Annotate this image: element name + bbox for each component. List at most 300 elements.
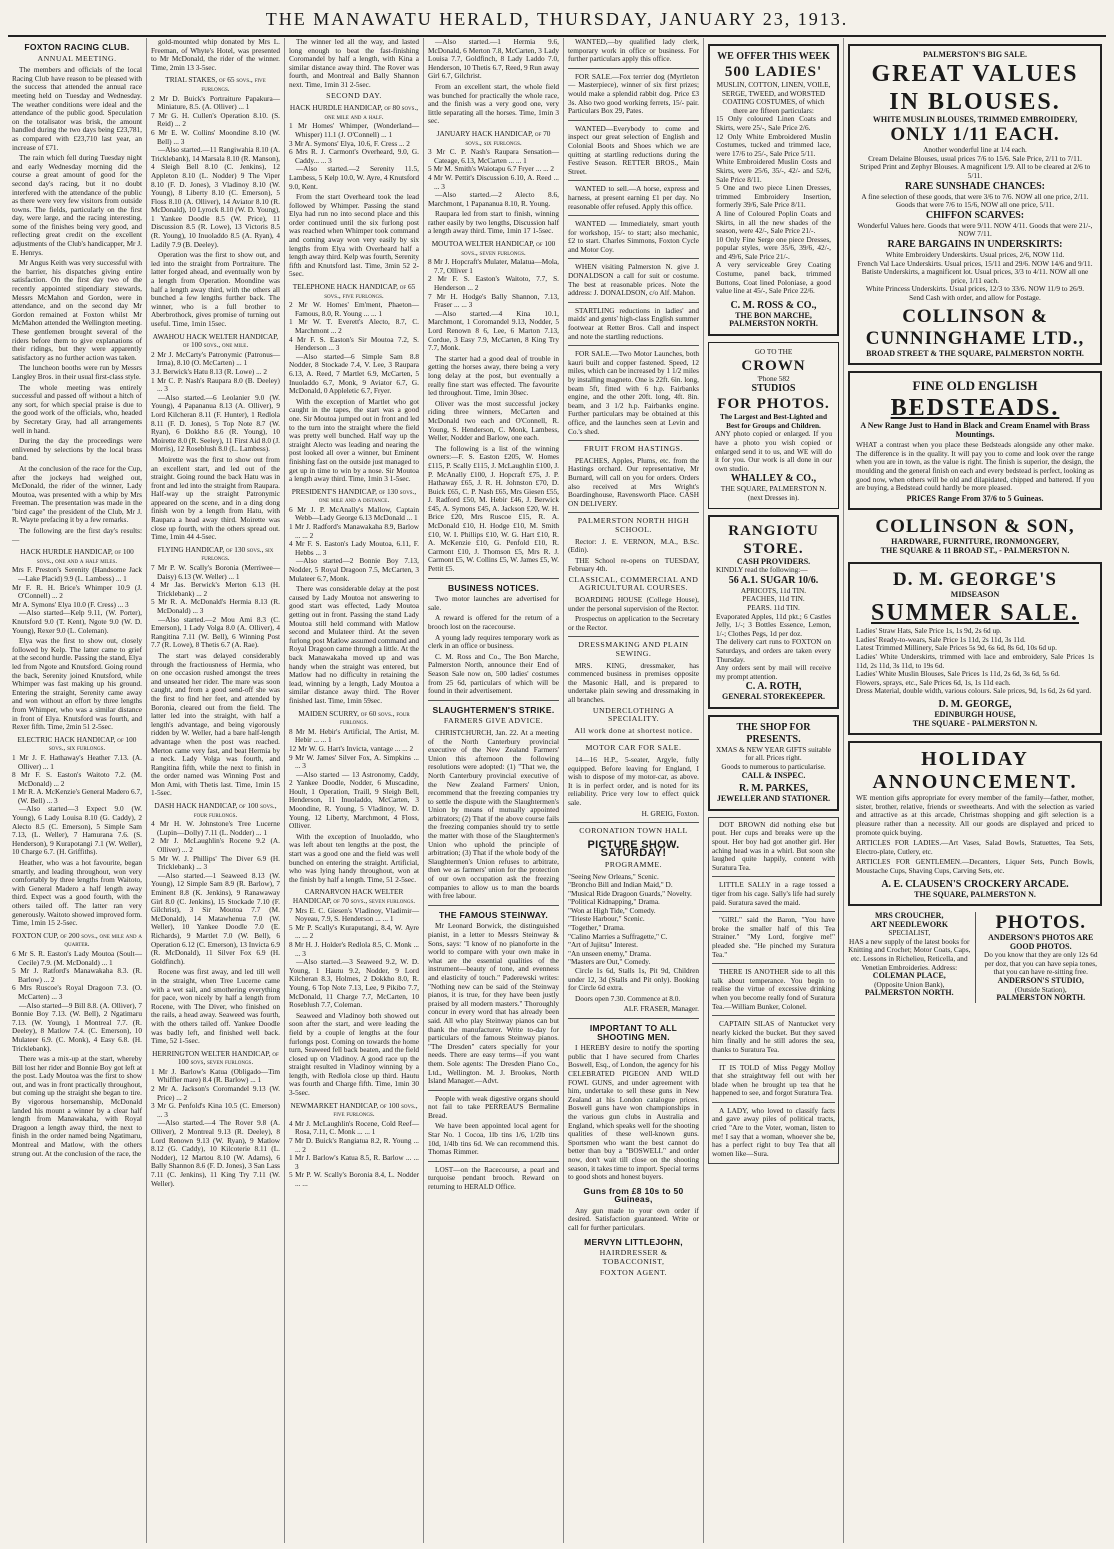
race-heading: FOXTON CUP, of 200 sovs., one mile and a quarter.	[12, 930, 142, 949]
race-heading: MAIDEN SCURRY, of 60 sovs., four furlongs.	[298, 708, 410, 727]
ad-heading: STUDIOS	[751, 383, 796, 395]
race-entry: 4 Mr J. McLaughlin's Rocene, Cold Reef—Rosa, 7.11, C. Monk ... ... 1	[289, 1118, 419, 1137]
ad-price: PRICES Range From 37/6 to 5 Guineas.	[906, 493, 1044, 503]
ad-text: THE BON MARCHE,	[735, 310, 812, 320]
ad-item: 12 Only White Embroidered Muslin Costumes, tucked and trimmed lace, were 17/6 to 25/-, Sale Price 5/11.	[716, 131, 831, 158]
ad-title: GREAT VALUES	[871, 60, 1079, 87]
ad-item: Latest Trimmed Millinery, Sale Prices 5s 9d, 6s 6d, 8s 6d, 10s 6d up.	[856, 643, 1057, 653]
ad-text: ART NEEDLEWORK	[870, 919, 949, 929]
divider	[712, 1059, 835, 1060]
ad-text: MUSLIN, COTTON, LINEN, VOILE, SERGE, TWEED, and WORSTED COATING COSTUMES, of which there are fifteen particulars:	[716, 80, 831, 115]
race-entry: 2 Mr J. McCarty's Patronymic (Patronus—Irma), 8.10 (O. McCarten) ... 1	[151, 349, 280, 368]
ad-text: Doors open 7.30. Commence at 8.0.	[575, 993, 681, 1003]
paragraph: Seaweed and Vladinoy both showed out soon after the start, and were leading the field by a couple of lengths at the four furlongs post. Coming on towards the home turn, Seaweed fell back beaten, and the field closed up on Vladinoy. A good race up the straight resulted in Vladinoy winning by a length, with Redlola close up third. Hautu was fourth and Charge fifth. Time, 1min 30 3-5sec.	[289, 1010, 419, 1098]
paragraph: People with weak digestive organs should not fail to take PERREAU'S Bermaline Bread.	[428, 1093, 559, 1120]
ad-item: 5 One and two piece Linen Dresses, trimmed Embroidery Insertion, formerly 39/6, Sale Price 8/11.	[716, 183, 831, 210]
classified-ad: FOR SALE.—Fox terrier dog (Myrtleton — Masterpiece), winner of six first prizes; would make a splendid rabbit dog. Price £3 3s. Also two good working ferrets, 15/- pair. Particulars Box 29, Pates.	[568, 71, 699, 116]
paragraph: There was a mix-up at the start, whereby Bill lost her rider and Bonnie Boy got left at the post. Lady Moutoa was the first to show out, and was in front practically throughout, but coming up the straight she began to tire. By vigorous horsemanship, McDonald landed his mount a winner by a clear half length from Manawakaha, with Royal Dragoon a length away third, the next to finish in the order named being Ngatimaru, Montreal and Matlow, with the others strung out. At the conclusion of the race, the	[12, 1054, 142, 1158]
tea-ad: "GIRL" said the Baron, "You have broke the smaller half of this Tea Strainer." "My Lord, forgive me!" pleaded she. "He pinched my Suratura Tea."	[712, 915, 835, 959]
ad-text: JEWELLER AND STATIONER.	[716, 794, 831, 804]
race-entry: 6 Mr S. R. Easton's Lady Moutoa (Soult—Cecile) 7.9. (M. McDonald) ... 1	[12, 948, 142, 967]
paragraph: Mr Angus Keith was very successful with the barrier, his dispatches giving entire satisfaction. On the first day two of the recently appointed stipendiary stewards, Messrs McMahon and Gordon, were in attendance, and on the second day Mr Gordon remained at Foxton whilst Mr McMahon attended the Wellington meeting. These gentlemen brought several of the riders before them to give explanations of their ridings, but they were apparently satisfactory as no further action was taken.	[12, 258, 142, 362]
collinson-son-ad	[848, 516, 1102, 555]
tea-ad: A LADY, who loved to classify facts and gave away piles of political tracts, cried "Are to the Voter, woman, listen to me! I say that a woman, whoever she be, has a perfect right to buy Tea that all women like—Sura.	[712, 1105, 835, 1158]
paragraph: The winner led all the way, and lasted long enough to beat the fast-finishing Coromandel by half a length, with Kina a similar distance away third. The Rover was fourth, and Montreal and Bally Shannon next. Time, 1min 31 2-5sec.	[289, 38, 419, 89]
ad-item: Ladies' White Muslin Blouses, Sale Prices 1s 11d, 2s 6d, 3s 6d, 5s 6d.	[856, 669, 1060, 679]
programme-item: "Political Kidnapping," Drama.	[568, 897, 660, 907]
section-title: THE FAMOUS STEINWAY.	[438, 909, 549, 920]
ad-text: The delivery cart runs to FOXTON on Saturdays, and orders are taken every Thursday.	[716, 637, 831, 664]
race-entry: 12 Mr W. G. Hart's Invicta, vantage ... ... 2	[289, 743, 414, 753]
ad-text: BROAD STREET & THE SQUARE, PALMERSTON NORTH.	[866, 348, 1084, 358]
ad-text: A fine selection of these goods, that were 3/6 to 7/6. NOW all one price, 2/11. Goods that were 7/6 to 15/6, NOW all one price, 5/11.	[861, 191, 1089, 210]
divider	[712, 963, 835, 964]
race-heading: CARNARVON HACK WELTER HANDICAP, of 70 sovs., seven furlongs.	[292, 887, 416, 905]
programme-item: "Trieste Harbour," Scenic.	[568, 914, 645, 924]
divider	[568, 636, 699, 637]
paragraph: Heather, who was a hot favourite, began smartly, and leading throughout, won very comfortably by three lengths from Waitoto, with General Madero a half length away third. Expect was a good fourth, with the others tailed off. The latter ran very generously. Waitoto showed improved form. Time, 1min 15 2-5sec.	[12, 858, 142, 928]
ad-heading: UNDERCLOTHING A SPECIALITY.	[592, 705, 675, 724]
race-heading: NEWMARKET HANDICAP, of 100 sovs., five furlongs.	[290, 1100, 418, 1119]
ad-text: PALMERSTON NORTH.	[729, 319, 818, 329]
ad-text: Any gun made to your own order if desired. Satisfaction guaranteed. Write or call for further particulars.	[568, 1205, 699, 1233]
ad-heading: FINE OLD ENGLISH	[912, 378, 1038, 394]
programme-item: "Broncho Bill and Indian Maid," D.	[568, 880, 673, 890]
paragraph: Moirette was the first to show out from an excellent start, and led out of the straight. Going round the back Hatu was in front and led into the straight from Raupara. Half-way up the straight Patronymic appeared on the scene, and in a ding dong finish won by a length from Hatu, with Raupara a head away third. Moirette was close up fourth, with the others spread out. Time, 1min 44 4-5sec.	[151, 454, 280, 542]
ad-item: A line of Coloured Poplin Coats and Skirts, in all the new shades of the season, were 42/-, Sale Price 21/-.	[716, 208, 831, 236]
paragraph: CHRISTCHURCH, Jan. 22. At a meeting of the North Canterbury provincial executive of the New Zealand Farmers' Union this afternoon the following resolutions were adopted: (1) "That we, the North Canterbury provincial executive of the New Zealand Farmers' Union, recommend that the freezing companies try to settle the dispute with the Slaughtermen's Union by means of mutually appointed arbitrators; (2) That if the above course fails the freezing companies should try to settle the matter with those of the Slaughtermen's Union who uphold the principle of arbitration; (3) That if the whole body of the Slaughtermen's Union refuses to arbitrate, then we as farmers' union for the protection of our own occupation ask the freezing companies to allow us to man the boards with free labour.	[428, 727, 559, 901]
paragraph: Two motor launches are advertised for sale.	[428, 594, 559, 612]
race-entry: 3 J. Berwick's Hatu 8.13 (R. Lowe) ... 2	[151, 366, 268, 376]
paragraph: The following are the first day's results:—	[12, 526, 142, 544]
george-sale-ad	[848, 562, 1102, 736]
race-heading: TELEPHONE HACK HANDICAP, of 65 sovs., five furlongs.	[292, 282, 416, 300]
masthead: THE MANAWATU HERALD, THURSDAY, JANUARY 23, 1913.	[8, 6, 1106, 37]
paragraph: —Also started.—4 Kina 10.1, Marchmont, 1 Coromandel 9.13, Nodder, 5 Lord Renown 8 6, Lee, 6 Marton 7.13, Cordue, 3 Easy 7.9, McCarten, 8 King Try 7.7, Monk.	[428, 308, 559, 353]
article-title: FOXTON RACING CLUB.	[24, 42, 130, 52]
divider	[568, 1018, 699, 1019]
paragraph: From the start Overheard took the lead followed by Whimper. Passing the stand Elya had run no into second place and this order continued until the six furlong post was reached when Whimper took command and coming away won very easily by six lengths from Elya with Overheard half a length away third. Kelp was fourth, Serenity fifth and Knutsford last. Time, 3min 52 2-5sec.	[289, 192, 419, 279]
ad-text: COLEMAN PLACE,	[872, 971, 946, 981]
race-entry: 3 Mr A. Symons' Elya, 10.6, F. Cress ... 2	[289, 138, 410, 148]
ad-heading: PALMERSTON NORTH HIGH SCHOOL.	[577, 516, 690, 534]
ad-text: GENERAL STOREKEEPER.	[722, 692, 825, 702]
tea-ad: IT IS TOLD of Miss Peggy Molloy that she straightway fell out with her blade when he brought up tea that he happened to see, and forgot Suratura Tea.	[712, 1062, 835, 1098]
ad-text: Evaporated Apples, 11d pkt.; 6 Castles Jelly, 1/-; 3 Bottles Essence, Lemon, 1/-; Clothes Pegs, 1d per doz.	[716, 611, 831, 638]
ad-text: XMAS & NEW YEAR GIFTS suitable for all. Prices right.	[716, 744, 831, 763]
race-entry: 1 Mr J. Barlow's Katua (Obligado—Tim Whiffler mare) 8.4 (R. Barlow) ... 1	[151, 1066, 280, 1085]
ad-name: D. M. GEORGE'S	[893, 568, 1057, 590]
paragraph: Raupara led from start to finish, winning rather easily by two lengths, Discussion half a length away third. Time, 1min 17 1-5sec.	[428, 209, 559, 236]
blouse-sale-ad	[848, 44, 1102, 365]
ad-text: SPECIALIST,	[888, 928, 931, 938]
race-entry: 7 Mr P. W. Scally's Boronia (Merriwee—Daisy) 6.13 (W. Weller) ... 1	[151, 563, 280, 581]
paragraph: C. M. Ross and Co., The Bon Marche, Palmerston North, announce their End of Season Sale now on, 500 ladies' costumes from 25 6d, particulars of which will be found in their advertisement.	[428, 651, 559, 696]
column-3	[285, 38, 424, 1543]
ad-title: 500 LADIES'	[724, 64, 823, 80]
divider	[568, 822, 699, 823]
holiday-announcement-ad	[848, 741, 1102, 906]
ad-text: ANDERSON'S PHOTOS ARE GOOD PHOTOS.	[988, 933, 1094, 951]
ad-price: ONLY 1/11 EACH.	[890, 124, 1060, 146]
ad-title: THE SHOP FOR PRESENTS.	[736, 721, 811, 745]
section-subtitle: SECOND DAY.	[326, 90, 382, 100]
ad-title: BEDSTEADS.	[890, 395, 1060, 422]
divider	[568, 120, 699, 121]
paragraph: —Also started—9 Bill 8.8. (A. Olliver), 7 Bonnie Boy 7.13. (W. Bell), 2 Ngatimaru 7.13. (W. Young), 1 Montreal 7.7. (R. Deeley), 8 Matlow 7.4. (C. Emerson), 10 Mulateer 6.9. (C. Monk), 4 Easy 6.8. (H. Tricklebank).	[12, 1000, 142, 1053]
divider	[568, 258, 699, 259]
ad-heading: MIDSEASON	[950, 589, 1000, 599]
ad-name: MERVYN LITTLEJOHN,	[584, 1236, 683, 1247]
race-entry: 7 Mrs E. C. Giesen's Vladinoy, Vladimir—Noyeau, 7.9, S. Henderson ... ... 1	[289, 905, 419, 924]
ad-item: APRICOTS, 11d TIN.	[740, 585, 807, 595]
tea-ad: CAPTAIN SILAS of Nantucket very nearly kicked the bucket. But they saved him finally and he still adores the sea, thanks to Suratura Tea.	[712, 1019, 835, 1054]
divider	[428, 1161, 559, 1162]
classified-ad: WANTED—Everybody to come and inspect our great selection of English and Colonial Boots and Shoes which we are quitting at startling reductions during the Festive Season. RETTER BROS., Main Street.	[568, 123, 699, 176]
classified-ad: WHEN visiting Palmerston N. give J. DONALDSON a call for suit or costume. The best at reasonable prices. Note the address: J. DONALDSON, c/o Alf. Mahon.	[568, 262, 699, 298]
programme-list	[568, 873, 699, 968]
ad-heading: WE OFFER THIS WEEK	[717, 51, 830, 62]
programme-item: "Together," Drama.	[568, 923, 625, 933]
race-entry: 2 Mr A. Jackson's Coromandel 9.13 (W. Price) ... 2	[151, 1084, 280, 1102]
ad-text: Any orders sent by mail will receive my prompt attention.	[716, 663, 831, 681]
race-heading: ELECTRIC HACK HANDICAP, of 100 sovs., six furlongs.	[17, 734, 137, 753]
ad-text: THE SQUARE, PALMERSTON N. (next Dresses in).	[720, 484, 827, 502]
ad-text: A New Range Just to Hand in Black and Cream Enamel with Brass Mountings.	[860, 421, 1090, 439]
tea-ad: THERE IS ANOTHER side to all this talk about temperance. You begin to realise the virtue of excessive drinking when you become really fond of Suratura Tea.—William Bunker, Colonel.	[712, 967, 835, 1011]
ad-text: ARTICLES FOR GENTLEMEN.—Decanters, Liquer Sets, Punch Bowls, Moustache Cups, Shaving Cups, Carving Sets, etc.	[856, 857, 1094, 875]
race-entry: Mrs F. Preston's Serenity (Handsome Jack—Lake Placid) 9.9 (L. Lambess) ... 1	[12, 565, 142, 584]
paragraph: The start was delayed considerably through the fractiousness of Hermia, who on one occasion rushed amongst the trees and unseated her rider. The mare was soon caught, and from a good send-off she was the first to find her feet, and attended by Boronia, cleared out from the field. The latter led into the straight, with half a length's advantage, and being vigorously ridden by W. Weller, had a bare half-length advantage when the post was reached. Merton came very fast, and beat Hermia by a neck. Lady Volga was fourth, and Rangitina fifth, while the next to finish in the order named was Winning Post and Mon Ami, with Thetis last. Time, 1min 15 1-5sec.	[151, 650, 280, 798]
ad-name: R. M. PARKES,	[739, 783, 808, 795]
ad-text: Do you know that they are only 12s 6d per doz, that you can have sepia tones, that you can have re-sitting free.	[984, 950, 1098, 977]
race-entry: 8 Mr M. Hebir's Artificial, The Artist, M. Hebir ... ... 1	[289, 726, 419, 745]
paragraph: —Also started—3 Expect 9.0 (W. Young), 6 Lady Louisa 8.10 (G. Caddy), 2 Alecto 8.5 (C. Emerson), 5 Simple Sam 7.13, (L. Weller), 7 Hamurana 7.6. (S. Henderson), 9 Kurapotangi 7.1 (W. Weller), 10 Charge 6.7. (H. Griffiths).	[12, 804, 142, 857]
programme-item: "Art of Jujitsu" Interest.	[568, 940, 638, 950]
divider	[428, 1090, 559, 1091]
race-heading: PRESIDENT'S HANDICAP, of 130 sovs., one mile and a distance.	[291, 486, 417, 505]
ad-item: Another wonderful line at 1/4 each.	[923, 145, 1027, 155]
ad-item: Flowers, sprays, etc., Sale Prices 6d, 1s, 1s 11d each.	[856, 677, 1011, 687]
ad-name: C. A. ROTH,	[745, 681, 802, 693]
suratura-tea-ads	[708, 817, 839, 1165]
divider	[568, 215, 699, 216]
ad-item: White Princess Underskirts. Usual prices, 12/3 to 33/6. NOW 11/9 to 26/9.	[865, 284, 1085, 294]
ad-text: 'Phone 582	[757, 373, 790, 383]
paragraph: —Also started—Kelp 9.11, (W. Porter), Knutsford 9.0 (T. Kent), Ngote 9.0 (W. D. Young), Rexer 9.0 (L. Coleman).	[12, 608, 142, 635]
race-entry: 5 Mr M. Smith's Waiotapu 6.7 Fryer ... ... 2	[428, 164, 555, 174]
programme-item: "Masters are Out," Comedy.	[568, 957, 651, 967]
ad-name: ANDERSON'S STUDIO,	[997, 976, 1084, 986]
divider	[568, 345, 699, 346]
race-entry: 5 Mr P. W. Scally's Boronia 8.4, L. Nodder ... ...	[289, 1170, 419, 1188]
section-title: SLAUGHTERMEN'S STRIKE.	[432, 704, 555, 715]
ad-text: HAS a new supply of the latest books for Knitting and Crochet; Motor Coats, Caps, etc. Lessons in Richelieu, Reticella, and Venetian Embroideries. Address:	[848, 936, 971, 972]
crown-studios-ad	[708, 342, 839, 509]
race-heading: TRIAL STAKES, of 65 sovs., five furlongs.	[165, 75, 266, 93]
ad-heading: 56 A.1. SUGAR 10/6.	[728, 574, 819, 586]
ad-text: THE SQUARE, PALMERSTON N.	[914, 889, 1036, 899]
ad-text: Circle 1s 6d, Stalls 1s, Pit 9d, Children under 12, 3d (Stalls and Pit only). Booking for Circle 6d extra.	[568, 966, 699, 993]
column-1	[8, 38, 147, 1543]
race-entry: 7 Mr G. H. Cullen's Operation 8.10. (S. Reid) ... 2	[151, 110, 280, 129]
ad-text: HAIRDRESSER & TOBACCONIST,	[599, 1248, 668, 1266]
section-subtitle: FARMERS GIVE ADVICE.	[443, 716, 544, 726]
column-6	[704, 38, 844, 1543]
ad-title: PICTURE SHOW. SATURDAY!	[587, 838, 680, 860]
divider	[712, 911, 835, 912]
ad-item: White Embroidery Underskirts. Usual prices, 2/6, NOW 11d.	[885, 249, 1065, 259]
ad-name: COLLINSON & SON,	[875, 516, 1075, 538]
ad-item: White Embroidered Muslin Costs and Skirts, were 25/6, 35/-, 42/- and 52/6, Sale Price 8/11.	[716, 157, 831, 184]
classified-ad: STARTLING reductions in ladies' and maids' and gents' high-class English summer footwear at Retter Bros. Call and inspect and note the startling reductions.	[568, 305, 699, 341]
race-entry: 3 Mr G. Penfold's Kina 10.5 (C. Emerson) ... 3	[151, 1101, 280, 1119]
ad-text: ANY photo copied or enlarged. If you have a photo you wish copied or enlarged send it to us, and WE will do it for you. Our work is all done in our own studio.	[715, 429, 832, 473]
ad-item: Ladies' Ready-to-wears, Sale Price 1s 11d, 2s 11d, 3s 11d.	[856, 634, 1026, 644]
divider	[568, 739, 699, 740]
race-heading: JANUARY HACK HANDICAP, of 70 sovs., six furlongs.	[436, 128, 551, 147]
ad-item: Cream Delaine Blouses, usual prices 7/6 to 15/6. Sale Price, 2/11 to 7/11.	[868, 153, 1082, 163]
ad-title: CROWN	[741, 357, 806, 374]
paragraph: A young lady requires temporary work as clerk in an office or business.	[428, 632, 559, 651]
paragraph: —Also started.—2 Mou Ami 8.3 (C. Emerson), 1 Lady Volga 8.0 (A. Olliver), 4 Rangitina 7.11 (W. Bell), 6 Winning Post 7.7 (R. Lowe), 8 Thetis 6.7 (A. Rae).	[151, 614, 280, 650]
column-4	[424, 38, 564, 1543]
programme-item: "Calino Marries a Suffragette," C.	[568, 931, 668, 941]
ad-text: 14—16 H.P., 5-seater, Argyle, fully equipped. Before leaving for England, I wish to dispose of my motor-car, as above. It is in perfect order, and is noted for its reliability. Price very low to effect quick sale.	[568, 754, 699, 807]
race-entry: 1 Mr J. Radford's Manawakaha 8.9, Barlow ... ... 2	[289, 522, 419, 540]
ad-signature: ALF. FRASER, Manager.	[623, 1004, 699, 1014]
ad-item: Ladies' White Underskirts, trimmed with lace and embroidery, Sale Prices 1s 11d, 2s 11d, 3s 11d, to 19s 6d.	[856, 652, 1094, 670]
ad-text: All work done at shortest notice.	[574, 725, 693, 735]
classified-ad: FOR SALE.—Two Motor Launches, both kauri built and copper fastened. Speed, 12 miles, which can be increased by 1 1/2 miles by installing magneto. One is 22ft. 6in. long, beam 5ft, fitted with 6 h.p. Fairbanks engine, and the other 20ft. long, 4ft. 8in. beam, and 3 1/2 h.p. Fairbanks engine. Further particulars may be obtained at this office, and the launches seen at Levin and Co.'s shed.	[568, 349, 699, 436]
ad-item: 10 Only Fine Serge one piece Dresses, popular styles, were 35/6, 39/6, 42/-, and 49/6, Sale Price 21/-.	[716, 234, 831, 261]
race-entry: 5 Mr R. A. McDonald's Hermia 8.13 (R. McDonald) ... 3	[151, 597, 280, 615]
race-entry: 2 Mr J. McLaughlin's Rocene 9.2 (A. Olliver) ... 2	[151, 836, 280, 855]
race-entry: 6 Mrs Ruscoe's Royal Dragoon 7.3. (O. McCarten) ... 3	[12, 983, 142, 1001]
ad-heading: PROGRAMME.	[604, 859, 663, 869]
race-heading: MOUTOA WELTER HANDICAP, of 100 sovs., seven furlongs.	[431, 239, 556, 257]
paragraph: Rocene was first away, and led till well in the straight, when Tree Lucerne came with a wet sail, and smothering everything for pace, won nicely by half a length from Rocene, with The Diver, who finished on the rails, a head away. Seaweed was fourth, with the others tailed off. Yankee Doodle was badly left, and finished well back. Time, 52 1-5sec.	[151, 967, 280, 1046]
ad-text: KINDLY read the following:—	[716, 565, 808, 575]
race-entry: 4 Mr Jas. Berwick's Merton 6.13 (H. Tricklebank) ... 2	[151, 580, 280, 598]
race-heading: DASH HACK HANDICAP, of 100 sovs., four furlongs.	[154, 801, 277, 819]
paragraph: Mr Leonard Borwick, the distinguished pianist, in a letter to Messrs Steinway & Sons, says: "I know of no pianoforte in the world to compare with your own make in what are the essential qualities of the instrument—beauty of tone, and evenness and elasticity of touch." Paderewski writes: "Nothing new can be said of the Steinway pianos, it is true, for they have been justly praised by all modern masters." Thoroughly concur in every word that has already been said. All who play Steinway pianos can but thank the manufacturer. Write to-day for particulars of the famous Steinway pianos. "The Dresden" caters specially for your needs. There are easy terms—if you want them. Sole agents: The Dresden Piano Co., Ltd., Wellington. M. J. Brookes, North Island Manager.—Advt.	[428, 921, 559, 1086]
divider	[712, 876, 835, 877]
race-entry: 4 Mr F. S. Easton's Lady Moutoa, 6.11, F. Hebbs ... 3	[289, 539, 419, 557]
ad-text: EDINBURGH HOUSE,	[934, 709, 1016, 719]
ad-text: (Opposite Union Bank),	[874, 979, 945, 989]
race-entry: 5 Mr J. Ratford's Manawakaha 8.3. (R. Barlow) ... 2	[12, 966, 142, 984]
ad-text: THE School re-opens on TUESDAY, February 4th.	[568, 555, 699, 574]
ad-text: CASH PROVIDERS.	[736, 556, 811, 566]
race-entry: 5 Mr P. Scally's Kuraputangi, 8.4, W. Ayre ... ... 2	[289, 922, 419, 941]
paragraph: —Also started.—2 Alecto 8.6, Marchmont, 1 Papananua 8.10, R. Young.	[428, 190, 559, 208]
ad-text: (Outside Station),	[1014, 984, 1067, 994]
paragraph: A reward is offered for the return of a brooch lost on the racecourse.	[428, 613, 559, 631]
race-entry: 4 Mr F. S. Easton's Sir Moutoa 7.2, S. Henderson ... 3	[289, 334, 419, 353]
paragraph: We have been appointed local agent for Star No. 1 Cocoa, 1lb tins 1/6, 1/2lb tins 10d, 1/4lb tins 6d. We can recommend this. Thomas Rimmer.	[428, 1121, 559, 1157]
ad-item: A very serviceable Grey Coating Costume, panel back, trimmed Buttons, Coat lined Poloniase, a good value line at 45/-, Sale Price 22/6.	[716, 260, 831, 296]
ad-title: PHOTOS.	[995, 912, 1087, 934]
ad-heading: RARE BARGAINS IN UNDERSKIRTS:	[887, 238, 1063, 250]
race-entry: 5 Mr W. J. Phillips' The Diver 6.9 (H. Tricklebank) ... 3	[151, 853, 280, 872]
ad-text: Goods to numerous to particularise.	[721, 762, 826, 772]
paragraph: The rain which fell during Tuesday night and early Wednesday morning did the course a great amount of good for the second day's racing, but it no doubt interfered with the attendance of the public as there were very few visitors from outside towns. The fields, particularly on the first day, were large, and the racing interesting, some of the finishes being very good, and reflecting great credit on the excellent adjustments of the Club's handicapper, Mr J. E. Henrys.	[12, 153, 142, 257]
ad-text: GO TO THE	[754, 347, 793, 357]
ad-text: PALMERSTON NORTH.	[864, 988, 954, 998]
paragraph: —Also started.—2 Serenity 11.5, Lambess, 5 Kelp 10.0, W. Ayre, 4 Knutsford 9.0, Kent.	[289, 164, 419, 191]
divider	[712, 1102, 835, 1103]
paragraph: Operation was the first to show out, and led into the straight from Portraiture. The latter forged ahead, and eventually won by a length from Operation. Moondine was half a length away third, with the others all bunched a few lengths further back. The winner, who is a full brother to Aberbrothock, gives promise of turning out useful. Time, 1min 15sec.	[151, 250, 280, 328]
race-entry: 2 Mr F. S. Easton's Waitoto, 7.7, S. Henderson ... 2	[428, 274, 559, 293]
programme-item: "Won at High Tide," Comedy.	[568, 905, 656, 915]
ad-text: Send Cash with order, and allow for Postage.	[909, 292, 1041, 302]
column-5	[564, 38, 704, 1543]
race-entry: 4 Mr W. Pettit's Discussion 6.10, A. Reed ... ... 3	[428, 172, 559, 191]
columns	[8, 38, 1106, 1543]
race-heading: FLYING HANDICAP, of 130 sovs., six furlongs.	[157, 544, 274, 563]
ad-title: HOLIDAY ANNOUNCEMENT.	[872, 748, 1078, 794]
tea-ad: DOT BROWN did nothing else but pout. Her cups and breaks were up the spout. Her boy had got another girl. Her aching head was in a whirl. But soon she laughed quite happily, content with Suratura Tea.	[712, 819, 835, 872]
ad-heading: FRUIT FROM HASTINGS.	[584, 444, 683, 454]
divider	[568, 512, 699, 513]
paragraph: At the conclusion of the race for the Cup, after the jockeys had weighed out, McDonald, the rider of the winner, Lady Moutoa, was presented with a whip by Mrs Freeman. The presentation was made in the "bird cage" the president of the Club, Mr J. R. Wayte prefacing it by a few remarks.	[12, 463, 142, 525]
ad-heading: CORONATION TOWN HALL	[579, 826, 688, 836]
ad-title: IN BLOUSES.	[889, 88, 1061, 115]
paragraph: The luncheon booths were run by Messrs Langley Bros. in their usual first-class style.	[12, 363, 142, 381]
race-entry: 1 Mr J. Barlow's Katua 8.5, R. Barlow ... ... 3	[289, 1153, 419, 1171]
divider	[428, 905, 559, 906]
ad-text: The Largest and Best-Lighted and Best for Groups and Children.	[719, 412, 828, 430]
anderson-photos-ad	[980, 912, 1103, 1003]
rangiotu-store-ad	[708, 515, 839, 709]
ad-item: PEARS. 11d TIN.	[747, 602, 800, 612]
race-entry: 7 Mr D. Buick's Rangiatua 8.2, R. Young ... ... 2	[289, 1136, 419, 1154]
race-entry: 4 Mr H. W. Johnstone's Tree Lucerne (Lupin—Dolly) 7.11 (L. Nodder) ... 1	[151, 819, 280, 837]
race-entry: 8 Mr F. S. Easton's Waitoto 7.2. (M. McDonald) ... 2	[12, 770, 142, 788]
ad-text: THE SQUARE - PALMERSTON N.	[912, 718, 1038, 728]
divider	[712, 1015, 835, 1016]
race-heading: AWAHOU HACK WELTER HANDICAP, of 100 sovs., one mile.	[152, 331, 279, 350]
ad-item: 15 Only coloured Linen Coats and Skirts, were 25/-, Sale Price 2/6.	[716, 114, 831, 132]
ad-text: CALL & INSPEC.	[741, 770, 806, 780]
programme-item: "Musical Ride Dragoon Guards," Novelty.	[568, 888, 692, 898]
ad-title: RANGIOTU STORE.	[728, 522, 819, 557]
paragraph: —Also started.—3 Seaweed 9.2, W. D. Young, 1 Hautu 9.2, Nodder, 9 Lord Kilcheran 8.3, Holmes, 2 Dokkho 8.0, R. Young, 6 Top Note 7.13, Lee, 9 Pikibo 7.7, McDonald, 11 Charge 7.7, McCarten, 10 Roseblush 7.7, Coleman.	[289, 957, 419, 1010]
ad-text: WE mention gifts appropriate for every member of the family—father, mother, sister, brother, relative, friends or sweethearts. And with the selection as varied and attractive as at this arcade, Christmas shopping and gift selection is a pleasure rather than a necessity. All our goods are displayed and priced to promote quick buying.	[856, 793, 1094, 837]
ad-heading: Guns from £8 10s to 50 Guineas,	[583, 1185, 684, 1205]
paragraph: There was considerable delay at the post caused by Lady Moutoa not answering to good start was effected, Lady Moutoa getting out in front. Passing the stand Lady Moutoa still held command with Matlow second and Mulateer third. At the seven furlong post Matlow assumed command and Royal Dragoon came through a little. At the back Manawakaha moved up and was handy when the straight was entered, but Matlow had no difficulty in retaining the lead, winning by a length, Lady Moutoa a similar distance away third. The Rover finished last. Time, 1min 59sec.	[289, 584, 419, 705]
ad-text: Prospectus on application to the Secretary or the Rector.	[568, 614, 699, 632]
presents-shop-ad	[708, 715, 839, 811]
classified-ad: WANTED — Immediately, smart youth for workshop, 15/- to start; also mechanic, £2 to start. Charles Simmons, Foxton Cycle and Motor Coy.	[568, 219, 699, 254]
ad-heading: PALMERSTON'S BIG SALE.	[923, 50, 1027, 59]
ad-title: SUMMER SALE.	[870, 600, 1080, 627]
race-heading: HACK HURDLE HANDICAP, of 100 sovs., one and a half miles.	[20, 547, 134, 565]
ad-text: Rector: J. E. VERNON, M.A., B.Sc. (Edin).	[568, 536, 699, 555]
race-heading: HACK HURDLE HANDICAP, of 80 sovs., one mile and a half.	[289, 103, 419, 121]
ad-heading: CLASSICAL, COMMERCIAL AND AGRICULTURAL COURSES.	[568, 574, 699, 593]
race-entry: 9 Mr W. James' Silver Fox, A. Simpkins ... ... 3	[289, 752, 419, 771]
classified-ad: WANTED to sell.—A horse, express and harness, at present earning £1 per day. No reasonable offer refused. Apply this office.	[568, 184, 699, 211]
paragraph: —Also started.—4 The Rover 9.8 (A. Olliver), 2 Montreal 9.13 (R. Deeley), 8 Lord Renown 9.13 (W. Ryan), 9 Matlow 8.12 (G. Caddy), 10 Kilcoterie 8.11 (L. Nodder), 12 Martou 8.10 (W. Adams), 6 Bally Shannon 8.6 (F. D. Jones), 3 San Lass 7.11 (C. Jenkins), 11 King Try 7.11 (W. Weller).	[151, 1118, 280, 1188]
race-entry: 8 Mr H. J. Holder's Redlola 8.5, C. Monk ... ... 3	[289, 939, 419, 958]
ad-name: C. M. ROSS & CO.,	[730, 299, 817, 311]
divider	[568, 180, 699, 181]
race-entry: 1 Mr Homes' Whimper, (Wonderland—Whisper) 11.1 (J. O'Connell) ... 1	[289, 121, 419, 139]
divider	[428, 700, 559, 701]
paragraph: The members and officials of the local Racing Club have reason to be pleased with the success that attended the annual race meeting held on Tuesday and Wednesday. The weather conditions were ideal and the attendance of the public good. Speculation on the totalisator was brisk, the amount handled during the two days being £23,781, as compared with £23,710 last year, an increase of £71.	[12, 65, 142, 152]
race-entry: 2 Mr W. Homes' Em'ment, Phaeton—Famous, 8.0, R. Young ... ... 1	[289, 300, 419, 318]
paragraph: Elya was the first to show out, closely followed by Kelp. The latter came to grief at the second hurdle. Passing the stand, Elya led from Ngote and Knutsford. Going round the back, Serenity joined Knutsford, while Whimper was fast making up his ground. Entering the straight, Serenity came away and won without an effort by three lengths from Whimper, who was a similar distance in front of Elya. Knutsford was fourth, and Rexer fifth. Time, 2min 51 2-5sec.	[12, 636, 142, 732]
paragraph: During the day the proceedings were enlivened by selections by the local brass band.	[12, 436, 142, 463]
paragraph: —Also started—2 Bonnie Boy 7.13, Nodder, 5 Royal Dragoon 7.5, McCarten, 3 Mulateer 6.7, Monk.	[289, 556, 419, 583]
paragraph: With the exception of Inuoladdo, who was left about ten lengths at the post, the start was a good one and the field was well bunched on entering the straight. Artificial, who was lying handy throughout, won at the finish by half a length. Time, 51 2-5sec.	[289, 831, 419, 884]
ad-item: Striped Print and Zephyr Blouses. A magnificent 1/9. All to be cleared at 2/6 to 5/11.	[859, 162, 1091, 180]
race-entry: 1 Mr C. P. Nash's Raupara 8.0 (B. Deeley) ... 3	[151, 375, 280, 394]
ad-text: HARDWARE, FURNITURE, IRONMONGERY,	[891, 537, 1059, 547]
divider	[568, 302, 699, 303]
ad-text: THE SQUARE & 11 BROAD ST., - PALMERSTON N.	[880, 546, 1070, 556]
ad-heading: DRESSMAKING AND PLAIN SEWING.	[578, 640, 689, 659]
croucher-ad	[848, 912, 976, 1003]
paragraph: —Also started — 13 Astronomy, Caddy, 2 Yankee Doodle, Nodder, 6 Muscadine, Hoult, 1 Operation, Traill, 9 Sleigh Bell, Henderson, 11 Inuoladdo, McCarten, 3 Moondine, R. Young, 5 Vladinoy, W. D. Young, 12 Liberty, Marchmont, 4 Floss, Olliver.	[289, 769, 419, 831]
race-entry: 3 Mr C. P. Nash's Raupara Sensation—Cateage, 6.13, McCarten ... ... 1	[428, 147, 559, 165]
ad-name: A. E. CLAUSEN'S CROCKERY ARCADE.	[881, 878, 1069, 890]
ad-heading: CHIFFON SCARVES:	[925, 209, 1025, 221]
race-entry: 2 Mr D. Buick's Portraiture Papakura—Miniature, 8.5. (A. Olliver) ... 1	[151, 93, 280, 112]
column-2	[147, 38, 285, 1543]
ad-text: I HEREBY desire to notify the sporting public that I have secured from Charles Boswell, Esq., of London, the agency for his CELEBRATED PIGEON AND WILD FOWL GUNS, and under agreement with him, undertake to sell these guns in New Zealand at his London catalogue prices. Boswell guns have won championships in the various gun clubs in Australia and England, which speaks well for the shooting qualities of these well-known guns. Sportsmen who want the best cannot do better than buy a "BOSWELL" and order now, don't wait till close on the shooting season, it takes time to import. Special terms to good shots and honest buyers.	[568, 1043, 699, 1182]
ad-heading: MOTOR CAR FOR SALE.	[585, 743, 682, 753]
divider	[568, 68, 699, 69]
paragraph: The starter had a good deal of trouble in getting the horses away, there being a very long delay at the post, but eventually a really fine start was effected. The favourite led throughout. Time, 1min 30sec.	[428, 353, 559, 398]
ad-text: BOARDING HOUSE (College House), under the personal supervision of the Rector.	[568, 595, 699, 613]
paragraph: —Also started.—6 Leolanier 9.0 (W. Young), 4 Papananua 8.13 (A. Olliver), 9 Lord Kilcheran 8.11 (F. Hunter), 1 Redlola 8.11 (F. D. Jones), 5 Top Note 8.7 (W. Ryan), 6 Dokkho 8.6 (R. Young), 10 Moirette 8.0 (R. Seeley), 11 First Aid 8.0 (J. Morris), 12 Roseblush 8.0 (L. Lambess).	[151, 392, 280, 454]
classified-ad: PEACHES, Apples, Plums, etc. from the Hastings orchard. Our representative, Mr Burnard, will call on you for orders. Orders also received at Mrs Wright's Boardinghouse, Ravensworth Place. CASH ON DELIVERY.	[568, 455, 699, 508]
paragraph: The whole meeting was entirely successful and passed off without a hitch of any sort, for which special praise is due to the good work of the officials, who, headed by Secretary Gray, had all arrangements well in hand.	[12, 382, 142, 435]
paragraph: With the exception of Martlet who got caught in the tapes, the start was a good one. Sir Moutoa jumped out in front and led to the turn into the straight where the field was pretty well bunched. Half way up the straight Alecto was leading and nearing the post looked all over a winner, but Eminent finishing fast on the outside just managed to get up in time to win by a nose. Sir Moutoa a length away third. Time, 1min 3 1-5sec.	[289, 396, 419, 484]
race-entry: Mr A. Symons' Elya 10.0 (F. Cress) ... 3	[12, 599, 129, 609]
ad-text: ARTICLES FOR LADIES.—Art Vases, Salad Bowls, Statuettes, Tea Sets, Electro-plate, Cutlery, etc.	[856, 838, 1094, 856]
ad-item: French Val Lace Underskirts. Usual prices, 15/11 and 29/6. NOW 14/6 and 9/11.	[857, 258, 1093, 268]
paragraph: From an excellent start, the whole field was bunched for practically the whole race, and the finish was a very good one, very little separating all the horses. Time, 1min 3 sec.	[428, 81, 559, 126]
race-entry: 6 Mrs R. J. Carmont's Overheard, 9.0, G. Caddy... ... 3	[289, 147, 419, 165]
ad-name: WHALLEY & CO.,	[730, 473, 817, 485]
tea-ad: LITTLE SALLY in a rage tossed a tiger from his cage. Sally's life had surely paid. Suratura saved the maid.	[712, 880, 835, 907]
programme-item: "Seeing New Orleans," Scenic.	[568, 871, 659, 881]
ad-name: D. M. GEORGE,	[938, 698, 1012, 710]
race-entry: Mr F. R. H. Brice's Whimper 10.9 (J. O'Connell) ... 2	[12, 582, 142, 601]
ad-name: MRS CROUCHER,	[875, 911, 944, 921]
bedsteads-ad	[848, 371, 1102, 510]
ad-title: FOR PHOTOS.	[717, 396, 830, 413]
race-entry: 7 Mr H. Hodge's Bally Shannon, 7.13, Fraser ... ... 3	[428, 291, 559, 310]
divider	[428, 578, 559, 579]
paragraph: —Also started.—1 Hermia 9.6, McDonald, 6 Merton 7.8, McCarten, 3 Lady Louisa 7.7, Goldfinch, 8 Lady Laddo 7.0, Henderson, 10 Thetis 6.7, Reed, 9 Run away Girl 6.7, Gilchrist.	[428, 38, 559, 81]
column-7	[844, 38, 1106, 1543]
programme-item: "An unseen enemy," Drama.	[568, 948, 652, 958]
ad-signature: H. GREIG, Foxton.	[641, 808, 699, 818]
race-entry: 6 Mr E. W. Collins' Moondine 8.10 (W. Bell) ... 3	[151, 127, 280, 146]
ad-text: WHAT a contrast when you place these Bedsteads alongside any other make. The difference is in the quality. It will pay you to come and look over the range when you are in town, as the value is right. The finish is superior, the design, the moulding and the general finish on each and every bedstead is perfect, looking as good now, when others will be old and dilapidated, chipped and battered. If you are buying, a Bedstead could hardly be more pleased.	[856, 440, 1094, 493]
race-entry: 6 Mr J. P. McAnally's Mallow, Captain Webb—Lady George 6.13 McDonald ... 1	[289, 504, 419, 523]
ad-text: MRS. KING, dressmaker, has commenced business in premises opposite the Masonic Hall, and is prepared to undertake plain sewing and dressmaking in all branches.	[568, 660, 699, 704]
race-heading: HERRINGTON WELTER HANDICAP, of 100 sovs, seven furlongs.	[152, 1048, 279, 1067]
paragraph: —Also started—6 Simple Sam 8.8 Nodder, 8 Stockade 7.4, V. Lee, 3 Raupara 6.13, A. Reed, 7 Martlet 6.9, McCarten, 5 Inuoladdo 6.7, Monk, 9 Aviator 6.7, G. McDonald, 0 Appleletic 6.7, Fryer.	[289, 351, 419, 396]
bottom-ads	[848, 912, 1102, 1003]
ad-text: Wonderful Values here. Goods that were 9/11. NOW 4/11. Goods that were 21/-, NOW 7/11.	[857, 220, 1093, 239]
